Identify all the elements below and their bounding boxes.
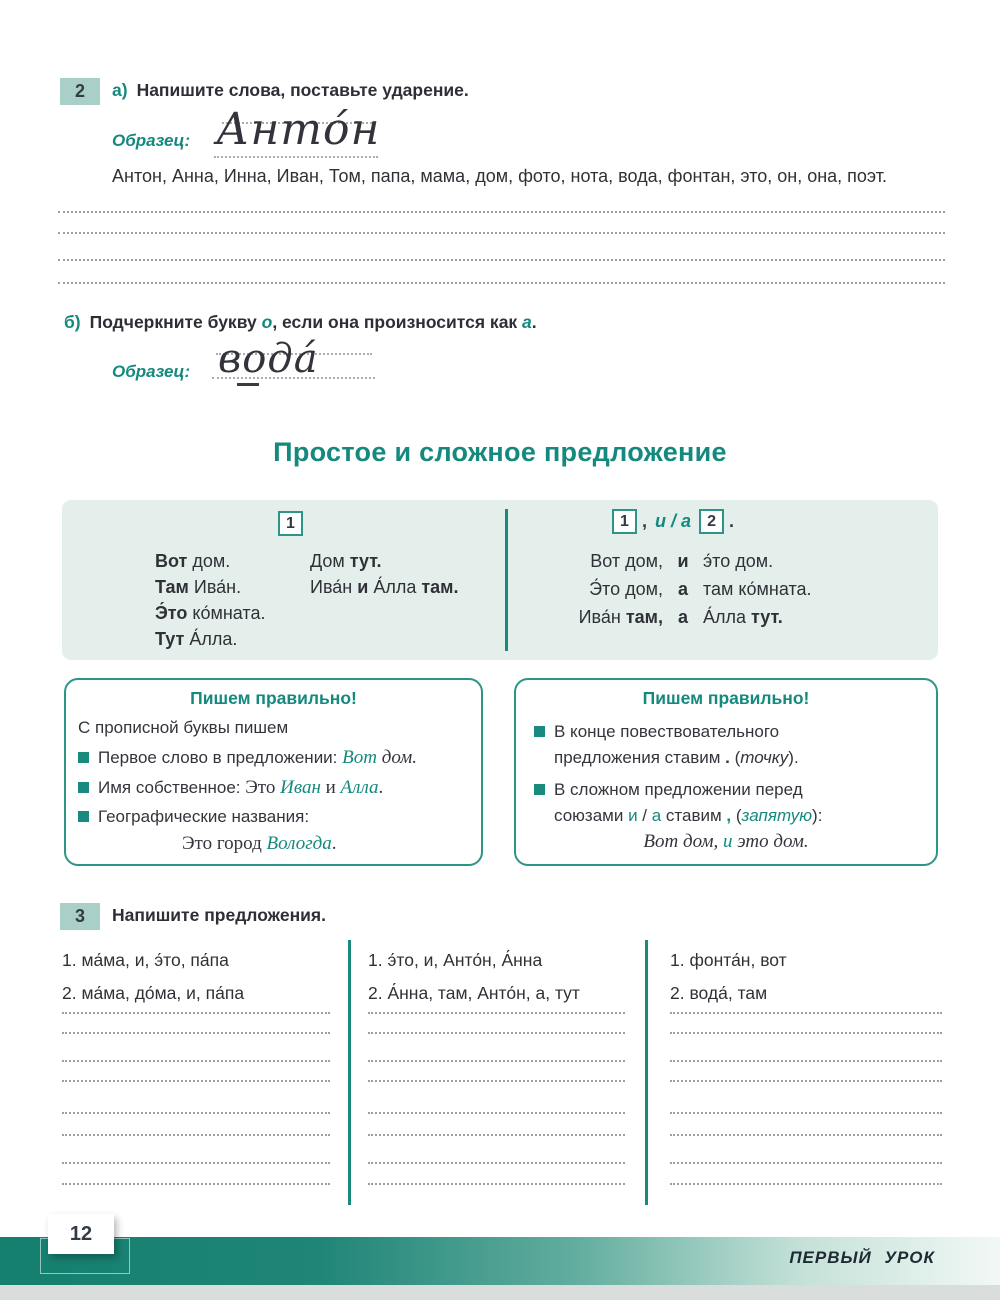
scheme2-part2: э́то дом. — [703, 551, 774, 571]
exercise-2-badge — [60, 78, 100, 105]
writing-line — [670, 1032, 942, 1034]
scheme1-row-c1: Вот дом. — [155, 551, 231, 571]
writing-line — [62, 1183, 330, 1185]
ex3-col1-item: 1. ма́ма, и, э́то, па́па — [62, 950, 229, 970]
scheme1-chip-number: 1 — [286, 514, 295, 532]
scheme2-conj: и — [677, 551, 689, 571]
bullet-square-icon — [78, 811, 89, 822]
rules-right-example: Вот дом, и это дом. — [643, 831, 809, 852]
bottom-strip — [0, 1285, 1000, 1300]
writing-line — [368, 1183, 625, 1185]
word-list: Антон, Анна, Инна, Иван, Том, папа, мама, дом, фото, нота, вода, фонтан, это, он, она, поэт. — [112, 166, 887, 186]
rules-right-bullet1-line2: предложения ставим . (точку). — [554, 748, 799, 767]
writing-line — [670, 1060, 942, 1062]
exercise-3-number: 3 — [74, 906, 85, 926]
ex3-col2-item: 2. А́нна, там, Анто́н, а, тут — [368, 983, 580, 1003]
writing-line — [368, 1012, 625, 1014]
writing-line — [62, 1134, 330, 1136]
scheme1-row-c2: Ива́н и А́лла там. — [310, 577, 459, 597]
exercise-2a-letter: а) — [112, 80, 128, 100]
scheme2-part2: А́лла тут. — [703, 607, 783, 627]
writing-line — [62, 1012, 330, 1014]
bullet-square-icon — [78, 752, 89, 763]
writing-line — [670, 1112, 942, 1114]
ex3-col2-item: 1. э́то, и, Анто́н, А́нна — [368, 950, 543, 970]
exercise-2a-title: Напишите слова, поставьте ударение. — [136, 80, 469, 100]
writing-line — [62, 1112, 330, 1114]
rules-left-bullet: Первое слово в предложении: Вот дом. — [78, 747, 417, 769]
page-number: 12 — [48, 1214, 114, 1254]
section-title: Простое и сложное предложение — [273, 437, 727, 467]
writing-line — [670, 1162, 942, 1164]
sample-label-2b: Образец: — [112, 362, 191, 381]
sample-label-2a: Образец: — [112, 131, 191, 150]
writing-line — [368, 1162, 625, 1164]
sample-2b-handwriting: вода́ — [218, 336, 319, 382]
writing-line — [58, 232, 945, 234]
scheme2-rows — [545, 551, 812, 628]
rules-left-bullet: Географические названия: — [78, 807, 309, 827]
scheme2-comma: , — [642, 511, 648, 531]
scheme2-part1: Ива́н там, — [578, 607, 663, 627]
writing-line — [368, 1080, 625, 1082]
scheme2-conj: а — [677, 607, 688, 627]
lesson-label: ПЕРВЫЙ УРОК — [789, 1248, 935, 1267]
writing-line — [670, 1012, 942, 1014]
writing-line — [62, 1162, 330, 1164]
underline-under-o — [237, 383, 259, 386]
scheme2-chip-1: 1 — [612, 509, 637, 534]
writing-line — [670, 1183, 942, 1185]
writing-line — [62, 1060, 330, 1062]
rules-right-bullet2-line1: В сложном предложении перед — [534, 780, 803, 800]
rules-right-title: Пишем правильно! — [642, 688, 810, 708]
examples-box-divider — [505, 509, 508, 651]
scheme1-row-c1: Тут А́лла. — [155, 629, 238, 649]
exercise-2-number: 2 — [74, 81, 85, 101]
writing-line — [670, 1080, 942, 1082]
scheme2-header — [612, 509, 734, 534]
writing-line — [368, 1134, 625, 1136]
scheme2-period: . — [729, 511, 735, 531]
bullet-square-icon — [534, 726, 545, 737]
scheme2-conjunctions: и / а — [655, 511, 692, 531]
scheme1-row-c2: Дом тут. — [310, 551, 382, 571]
scheme1-row-c1: Э́то ко́мната. — [155, 603, 266, 623]
rules-right-bullet1-line1: В конце повествовательного — [534, 722, 779, 742]
ex3-col3-item: 2. вода́, там — [670, 983, 768, 1003]
scheme2-part1: Э́то дом, — [589, 579, 663, 599]
exercise-3-column-divider — [348, 940, 351, 1205]
bullet-square-icon — [78, 782, 89, 793]
scheme2-part2: там ко́мната. — [703, 579, 812, 599]
exercise-2b-header — [64, 312, 537, 333]
writing-line — [62, 1032, 330, 1034]
scheme1-chip — [278, 511, 303, 536]
writing-line — [58, 282, 945, 284]
writing-line — [368, 1112, 625, 1114]
scheme1-row-c1: Там Ива́н. — [155, 577, 242, 597]
sample-2a-handwriting: Анто́н — [216, 104, 381, 155]
exercise-3-column-divider — [645, 940, 648, 1205]
exercise-3-title: Напишите предложения. — [112, 905, 326, 925]
rules-left-indent-line: Это город Вологда. — [182, 833, 337, 854]
rules-left-intro: С прописной буквы пишем — [78, 718, 289, 737]
writing-line — [670, 1134, 942, 1136]
exercise-3-badge — [60, 903, 100, 930]
scheme2-part1: Вот дом, — [590, 551, 663, 571]
writing-line — [368, 1032, 625, 1034]
rules-left-title: Пишем правильно! — [190, 688, 357, 708]
exercise-2b-title: Подчеркните букву о, если она произносится как а. — [89, 312, 537, 332]
rules-right-bullet2-line2: союзами и / а ставим , (запятую): — [554, 806, 823, 825]
rules-left-bullet: Имя собственное: Это Иван и Алла. — [78, 777, 383, 799]
writing-line — [58, 259, 945, 261]
scheme2-chip-2: 2 — [699, 509, 724, 534]
scheme2-conj: а — [677, 579, 688, 599]
ex3-col1-item: 2. ма́ма, до́ма, и, па́па — [62, 983, 245, 1003]
writing-line — [62, 1080, 330, 1082]
exercise-2a-header — [112, 80, 469, 101]
writing-line — [368, 1060, 625, 1062]
writing-line — [58, 211, 945, 213]
exercise-2b-letter: б) — [64, 312, 81, 332]
ex3-col3-item: 1. фонта́н, вот — [670, 950, 787, 970]
sample-2a-baseline — [214, 156, 378, 158]
bullet-square-icon — [534, 784, 545, 795]
exercise-3-header — [112, 905, 326, 926]
